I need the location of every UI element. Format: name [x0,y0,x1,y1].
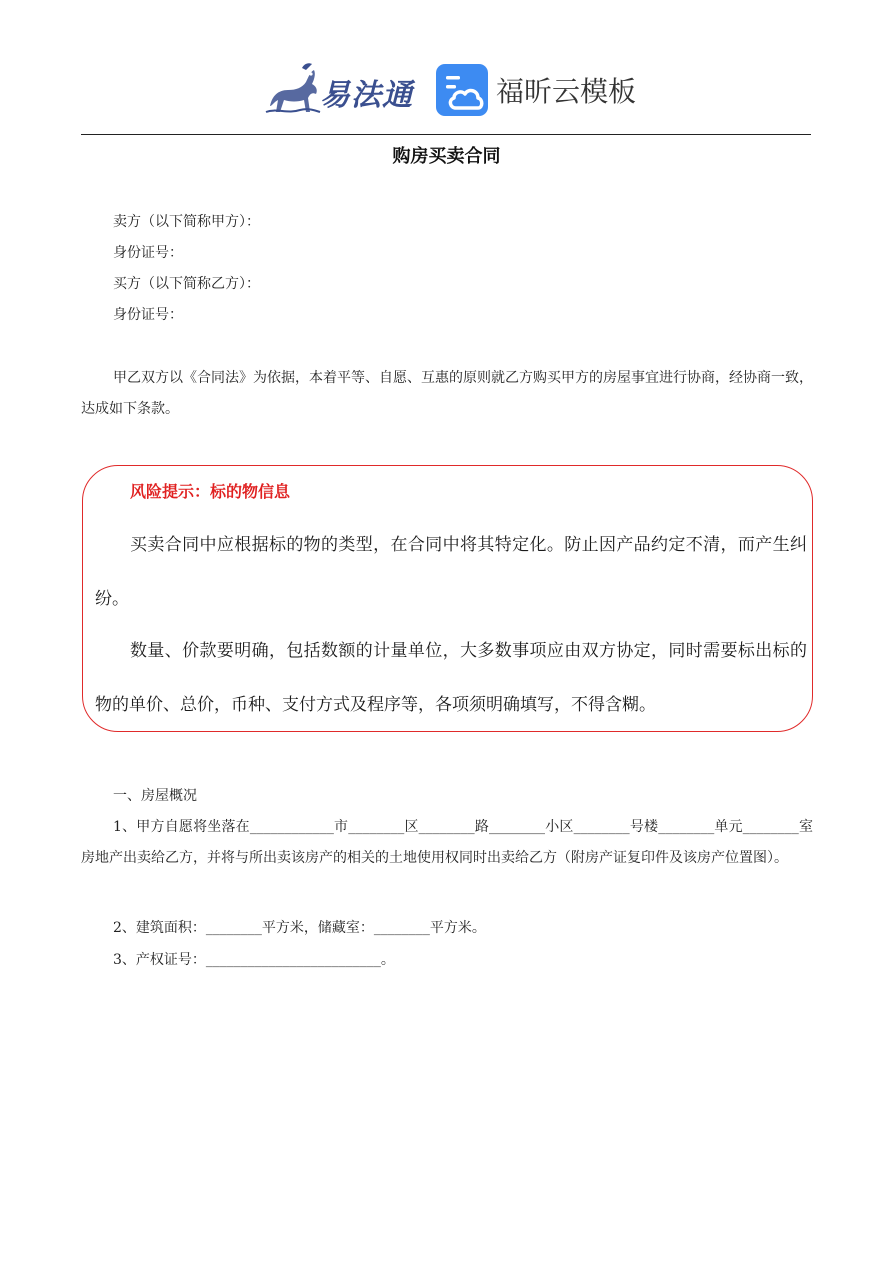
buyer-line: 买方（以下简称乙方）： [113,276,260,292]
section-heading-house-overview: 一、房屋概况 [113,788,197,804]
document-header [0,58,893,124]
risk-notice-paragraph-1: 买卖合同中应根据标的物的类型，在合同中将其特定化。防止因产品约定不清，而产生纠纷。 [95,535,807,609]
risk-notice-paragraph-2: 数量、价款要明确，包括数额的计量单位，大多数事项应由双方协定，同时需要标出标的物的单价、总价，币种、支付方式及程序等，各项须明确填写，不得含糊。 [95,641,807,715]
clause-3: 3、产权证号：_________________________。 [113,952,395,968]
clause-2: 2、建筑面积：________平方米，储藏室：________平方米。 [113,920,486,936]
qilin-logo-icon [262,60,322,118]
brand-yifatong: 易法通 [320,78,413,113]
document-title: 购房买卖合同 [392,146,501,167]
header-divider [81,134,811,135]
seller-line: 卖方（以下简称甲方）： [113,214,260,230]
risk-notice-title: 风险提示：标的物信息 [130,482,291,501]
buyer-id-line: 身份证号： [113,307,183,323]
clause-1: 1、甲方自愿将坐落在____________市________区________路________小区________号楼________单元________室房地产出卖给乙方，并将与所出卖该房产的相关的土地使用权同时出卖给乙方（附房产证复印件及该房产位置图）。 [81,819,813,866]
intro-paragraph: 甲乙双方以《合同法》为依据，本着平等、自愿、互惠的原则就乙方购买甲方的房屋事宜进行协商，经协商一致，达成如下条款。 [81,370,813,417]
seller-id-line: 身份证号： [113,245,183,261]
foxit-cloud-icon [436,64,488,116]
brand-foxit-template: 福昕云模板 [496,75,637,108]
